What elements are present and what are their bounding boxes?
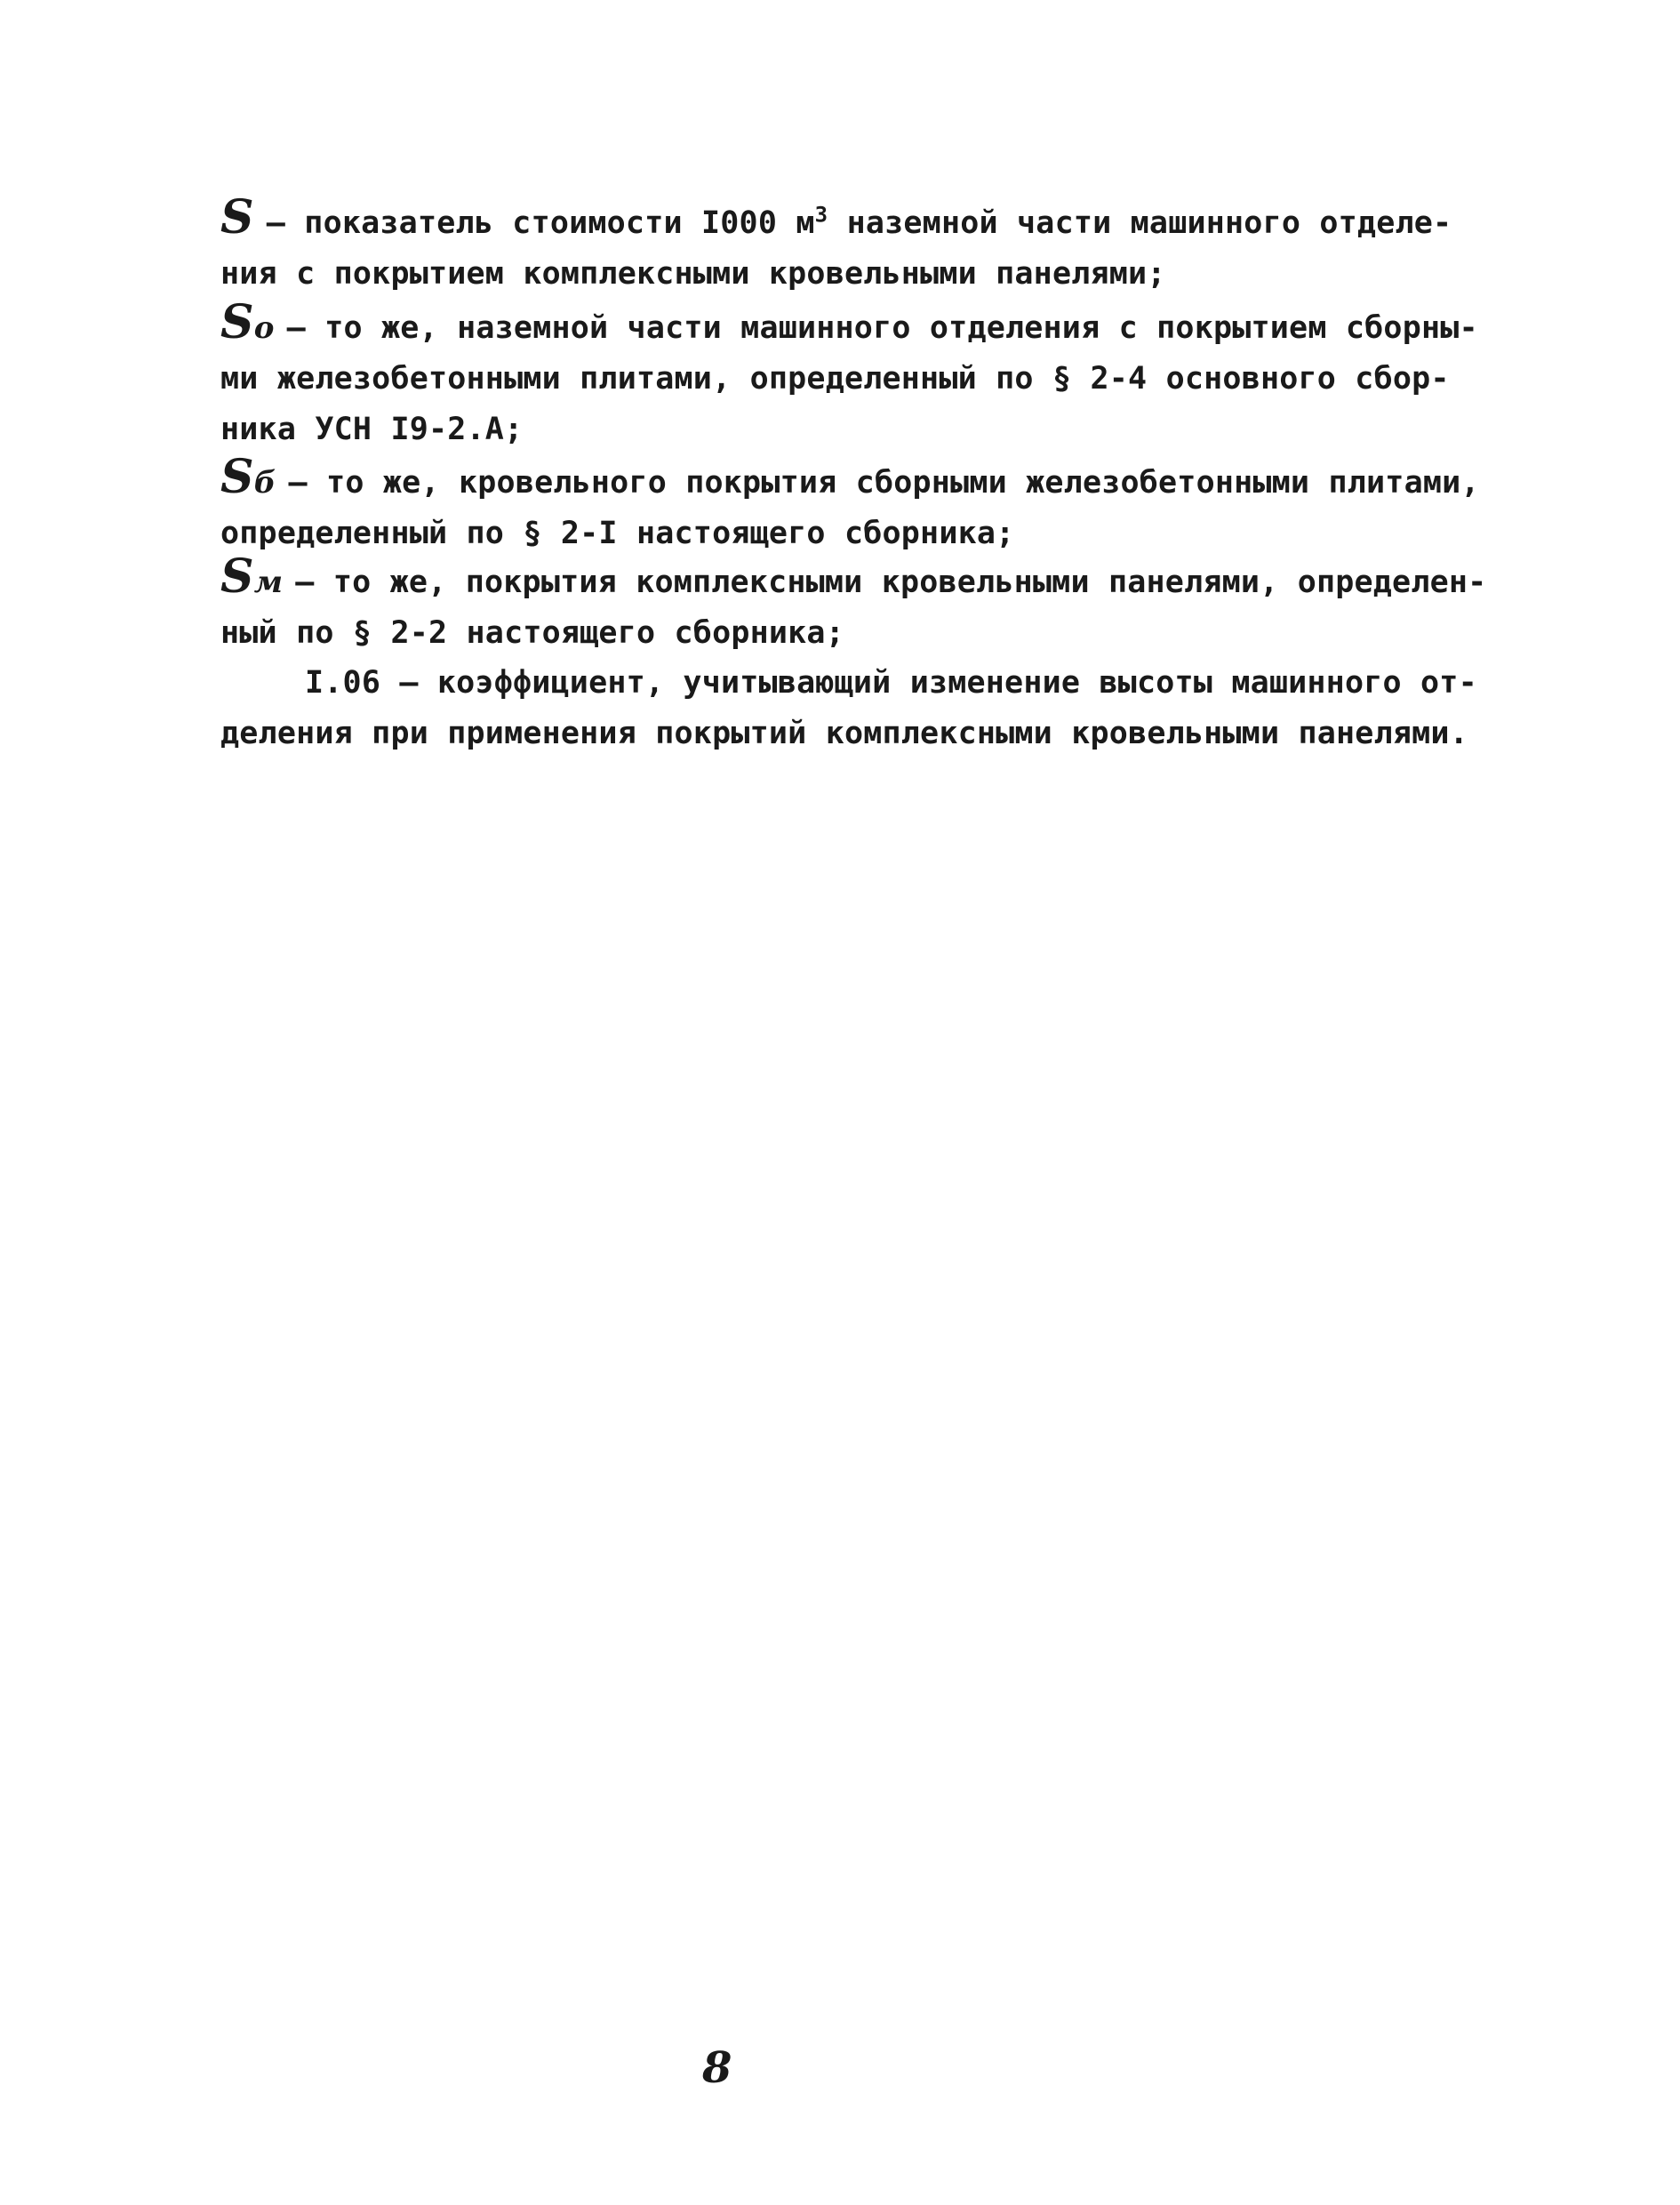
definition-line: ника УСН I9-2.А; — [220, 412, 524, 447]
coefficient-line: I.06 – коэффициент, учитывающий изменение высоты машинного от- — [305, 665, 1477, 701]
definition-line — [220, 549, 1487, 608]
symbol-s — [220, 190, 254, 245]
symbol-letter: S — [220, 190, 254, 245]
definition-line: ный по § 2-2 настоящего сборника; — [220, 615, 844, 651]
symbol-letter: S — [220, 549, 254, 604]
page-number: 8 — [702, 2043, 732, 2093]
symbol-subscript: o — [253, 310, 275, 346]
definition-line: ния с покрытием комплексными кровельными панелями; — [220, 256, 1166, 292]
coefficient-definition — [220, 658, 1477, 759]
definition-line — [220, 190, 1465, 249]
symbol-letter: S — [220, 450, 254, 504]
definition-sb — [220, 450, 1480, 559]
definition-text-rest: наземной части машинного отделе- — [828, 205, 1452, 241]
definition-sm — [220, 549, 1487, 659]
definition-s — [220, 190, 1465, 300]
symbol-so — [220, 295, 275, 350]
symbol-letter: S — [220, 295, 254, 349]
symbol-subscript: м — [253, 565, 284, 600]
definition-line: определенный по § 2-I настоящего сборника; — [220, 516, 1015, 551]
definition-text: – то же, кровельного покрытия сборными железобетонными плитами, — [288, 465, 1480, 501]
superscript-3: 3 — [814, 202, 828, 228]
symbol-subscript: б — [253, 465, 276, 501]
definition-so — [220, 295, 1478, 455]
definition-line — [220, 295, 1478, 354]
definition-line — [220, 450, 1480, 509]
symbol-sb — [220, 450, 276, 505]
symbol-sm — [220, 549, 284, 605]
definition-text: – то же, наземной части машинного отделения с покрытием сборны- — [286, 310, 1478, 346]
definition-text: – то же, покрытия комплексными кровельными панелями, определен- — [295, 565, 1487, 600]
definition-line: ми железобетонными плитами, определенный по § 2-4 основного сбор- — [220, 361, 1450, 397]
coefficient-line: деления при применения покрытий комплексными кровельными панелями. — [220, 716, 1468, 751]
definition-text: – показатель стоимости I000 м — [266, 205, 815, 241]
